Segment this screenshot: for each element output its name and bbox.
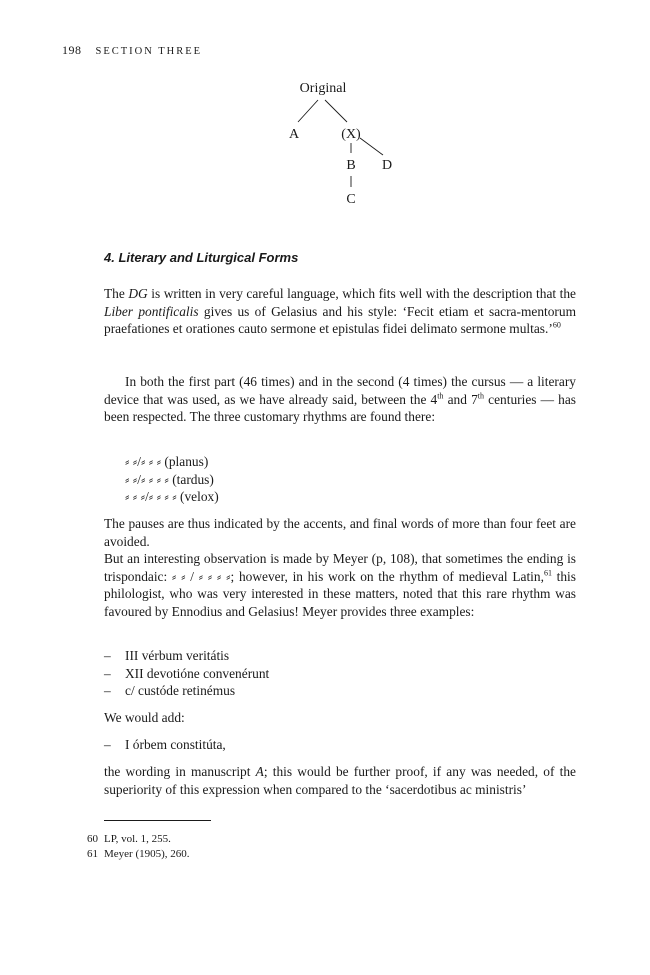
stemma-node-original: Original [299, 81, 347, 96]
rhythm-velox: ⸗ ⸗ ⸗/⸗ ⸗ ⸗ ⸗ (velox) [125, 489, 219, 504]
footnote-divider [104, 820, 211, 821]
footnote-ref-60[interactable]: 60 [552, 320, 561, 330]
stemma-edge-original-x [325, 100, 347, 122]
para1-dg: DG [128, 286, 148, 301]
rhythm-tardus: ⸗ ⸗/⸗ ⸗ ⸗ ⸗ (tardus) [125, 471, 214, 487]
footnote-ref-61[interactable]: 61 [543, 568, 552, 578]
paragraph-6 [104, 763, 576, 798]
stemma-diagram [0, 70, 650, 220]
stemma-node-c: C [346, 192, 356, 207]
footnote-number: 61 [87, 848, 98, 860]
stemma-node-d: D [381, 158, 393, 173]
list-dash: – [104, 683, 111, 698]
example-list [104, 647, 269, 700]
para4-text-2: this philologist, who was very interested in these matters, noted that this rare rhythm was favoured by Ennodius and Gelasius! Meyer provides three examples: [104, 568, 576, 619]
stemma-edge-original-a [298, 100, 318, 122]
rhythm-list [125, 453, 219, 506]
para1-text-1: The [104, 286, 129, 301]
stemma-node-b: B [346, 158, 356, 173]
para5-text: We would add: [104, 710, 185, 725]
list-item-text: I órbem constitúta, [125, 737, 226, 752]
list-dash: – [104, 648, 111, 663]
footnote-61 [87, 847, 190, 862]
running-head [62, 43, 202, 58]
para1-text-3: gives us of Gelasius and his style: ‘Fecit etiam et sacra-mentorum praefationes et orationes cauto sermone et epistulas fidei delimato sermone multas.’ [104, 303, 576, 336]
paragraph-3 [104, 515, 576, 550]
paragraph-4 [104, 550, 576, 620]
footnote-text: Meyer (1905), 260. [104, 848, 190, 860]
rhythm-planus: ⸗ ⸗/⸗ ⸗ ⸗ (planus) [125, 454, 209, 469]
stemma-node-a: A [288, 127, 300, 142]
stemma-edge-x-d [360, 138, 383, 155]
paragraph-5 [104, 709, 576, 727]
para2-ordinal-1: th [437, 391, 444, 401]
para2-text-2: and 7 [443, 391, 478, 407]
footnotes [87, 832, 190, 862]
para1-text-2: is written in very careful language, which fits well with the description that the [147, 286, 576, 301]
list-item [104, 647, 269, 665]
para2-text-1: In both the first part (46 times) and in the second (4 times) the cursus — a literary device that was used, as we have already said, between the 4 [104, 374, 576, 407]
list-item-text: c/ custóde retinémus [125, 683, 236, 698]
para2-text-3: centuries — has been respected. The three customary rhythms are found there: [104, 391, 577, 424]
stemma-node-x: (X) [341, 127, 361, 142]
list-item [104, 736, 226, 754]
list-dash: – [104, 737, 111, 752]
para2-ordinal-2: th [477, 391, 485, 401]
paragraph-2 [104, 373, 576, 426]
para3-text: The pauses are thus indicated by the accents, and final words of more than four feet are avoided. [104, 516, 576, 549]
list-item [104, 682, 269, 700]
list-item-text: III vérbum veritátis [125, 648, 230, 663]
section-heading: 4. Literary and Liturgical Forms [104, 250, 299, 265]
para6-text-1: the wording in manuscript [104, 764, 256, 779]
footnote-number: 60 [87, 833, 98, 845]
footnote-text: LP, vol. 1, 255. [104, 833, 171, 845]
para1-liber-pontificalis: Liber pontificalis [104, 303, 199, 319]
para4-text-1: But an interesting observation is made by Meyer (p, 108), that sometimes the ending is trispondaic: ⸗ ⸗ / ⸗ ⸗ ⸗ ⸗; however, in his work on the rhythm of medieval Latin, [104, 551, 576, 584]
para6-manuscript: A [255, 764, 264, 779]
page-number: 198 [62, 43, 82, 57]
section-title: SECTION THREE [95, 46, 203, 57]
footnote-60 [87, 832, 190, 847]
list-item [104, 665, 269, 683]
list-item-text: XII devotióne convenérunt [125, 665, 270, 681]
added-example-list [104, 736, 226, 754]
list-dash: – [104, 665, 111, 681]
paragraph-1 [104, 285, 576, 338]
para6-text-2: ; this would be further proof, if any was needed, of the superiority of this expression when compared to the ‘sacerdotibus ac ministris’ [104, 764, 576, 797]
